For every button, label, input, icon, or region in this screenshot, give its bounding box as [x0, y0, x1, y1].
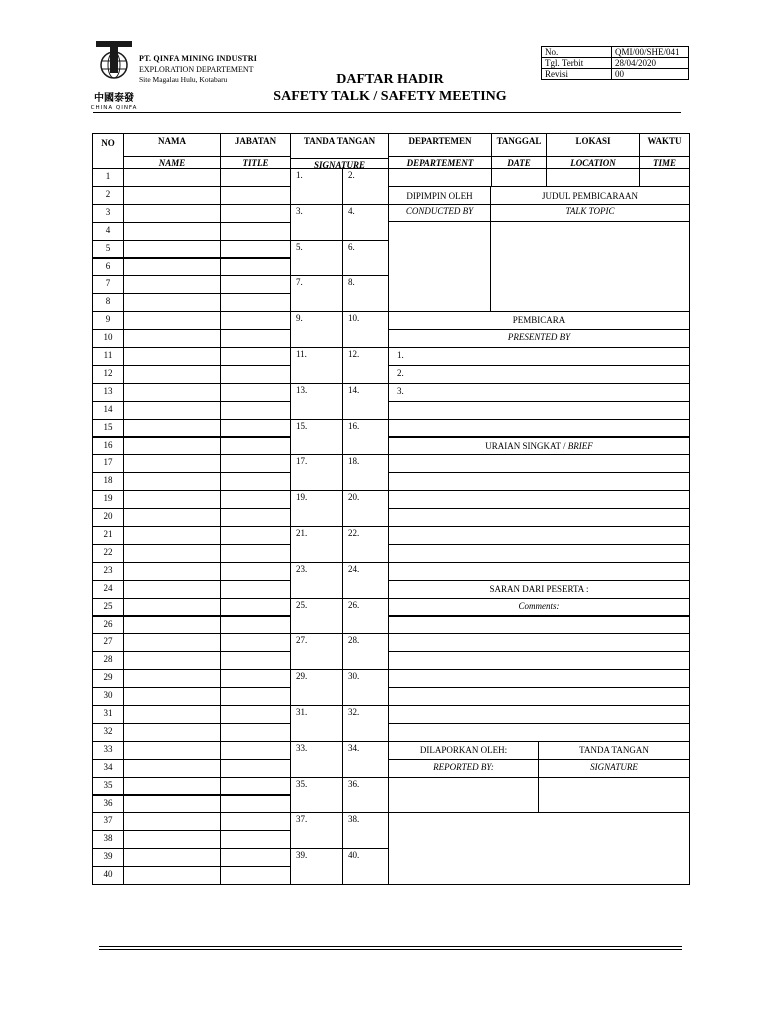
attendance-form: [92, 133, 689, 885]
signature-field[interactable]: 22.: [342, 526, 389, 563]
name-field[interactable]: [123, 204, 221, 223]
row-number: 12: [92, 365, 124, 384]
name-field[interactable]: [123, 848, 221, 867]
title-field[interactable]: [220, 616, 291, 635]
title-field[interactable]: [220, 812, 291, 831]
signature-field[interactable]: 27.: [290, 633, 343, 670]
doc-info-row: [542, 47, 689, 58]
title-field[interactable]: [220, 490, 291, 509]
logo-english-text: CHINA QINFA: [90, 105, 138, 111]
closing-blank-field[interactable]: [388, 812, 690, 885]
signature-field[interactable]: 33.: [290, 741, 343, 778]
document-info-table: [541, 46, 689, 80]
presenter-3-field[interactable]: 3.: [388, 383, 690, 402]
row-number: 26: [92, 616, 124, 635]
row-number: 16: [92, 437, 124, 456]
title-field[interactable]: [220, 562, 291, 581]
signature-field[interactable]: 34.: [342, 741, 389, 778]
title-field[interactable]: [220, 186, 291, 205]
comments-label-en: Comments:: [388, 598, 690, 617]
row-number: 6: [92, 258, 124, 277]
signature-field[interactable]: 29.: [290, 669, 343, 706]
row-number: 8: [92, 293, 124, 312]
title-field[interactable]: [220, 759, 291, 778]
brief-label: [388, 437, 690, 456]
name-field[interactable]: [123, 401, 221, 420]
title-field[interactable]: [220, 741, 291, 760]
row-number: 7: [92, 275, 124, 294]
row-number: 24: [92, 580, 124, 599]
brief-line[interactable]: [388, 544, 690, 563]
row-number: 9: [92, 311, 124, 330]
title-field[interactable]: [220, 329, 291, 348]
header-date-en: DATE: [491, 156, 547, 169]
name-field[interactable]: [123, 186, 221, 205]
title-field[interactable]: [220, 419, 291, 438]
name-field[interactable]: [123, 866, 221, 885]
signature-field[interactable]: 20.: [342, 490, 389, 527]
row-number: 11: [92, 347, 124, 366]
row-number: 31: [92, 705, 124, 724]
title-field[interactable]: [220, 580, 291, 599]
signature-field[interactable]: 30.: [342, 669, 389, 706]
header-location-en: LOCATION: [546, 156, 640, 169]
presented-by-label-en: PRESENTED BY: [388, 329, 690, 348]
title-field[interactable]: [220, 687, 291, 706]
row-number: 25: [92, 598, 124, 617]
signature-field[interactable]: 16.: [342, 419, 389, 456]
row-number: 23: [92, 562, 124, 581]
location-field[interactable]: [546, 168, 640, 187]
name-field[interactable]: [123, 311, 221, 330]
doc-info-row: [542, 58, 689, 69]
company-logo: [90, 39, 138, 111]
header-department: DEPARTEMEN: [388, 133, 492, 157]
department-field[interactable]: [388, 168, 492, 187]
name-field[interactable]: [123, 830, 221, 849]
title-field[interactable]: [220, 204, 291, 223]
name-field[interactable]: [123, 616, 221, 635]
signature-field[interactable]: 6.: [342, 240, 389, 277]
name-field[interactable]: [123, 777, 221, 796]
doc-info-label: Revisi: [542, 69, 612, 80]
doc-info-label: Tgl. Terbit: [542, 58, 612, 69]
row-number: 34: [92, 759, 124, 778]
row-number: 1: [92, 168, 124, 187]
comments-label: SARAN DARI PESERTA :: [388, 580, 690, 599]
name-field[interactable]: [123, 293, 221, 312]
signature-field[interactable]: 12.: [342, 347, 389, 384]
title-field[interactable]: [220, 222, 291, 241]
brief-line[interactable]: [388, 490, 690, 509]
title-field[interactable]: [220, 275, 291, 294]
name-field[interactable]: [123, 508, 221, 527]
title-field[interactable]: [220, 240, 291, 259]
name-field[interactable]: [123, 258, 221, 277]
conducted-by-label-en: CONDUCTED BY: [388, 204, 491, 222]
name-field[interactable]: [123, 544, 221, 563]
name-field[interactable]: [123, 168, 221, 187]
title-field[interactable]: [220, 293, 291, 312]
row-number: 17: [92, 454, 124, 473]
footer-divider: [99, 949, 682, 950]
row-number: 32: [92, 723, 124, 742]
doc-info-row: [542, 69, 689, 80]
name-field[interactable]: [123, 419, 221, 438]
title-field[interactable]: [220, 633, 291, 652]
signature-field[interactable]: 5.: [290, 240, 343, 277]
doc-info-label: No.: [542, 47, 612, 58]
header-name: NAMA: [123, 133, 221, 157]
name-field[interactable]: [123, 329, 221, 348]
signature-field[interactable]: 7.: [290, 275, 343, 312]
name-field[interactable]: [123, 383, 221, 402]
signature-field[interactable]: 40.: [342, 848, 389, 885]
header-location: LOKASI: [546, 133, 640, 157]
name-field[interactable]: [123, 240, 221, 259]
signature-field[interactable]: 25.: [290, 598, 343, 635]
header-date: TANGGAL: [491, 133, 547, 157]
row-number: 21: [92, 526, 124, 545]
name-field[interactable]: [123, 562, 221, 581]
reported-by-label: DILAPORKAN OLEH:: [388, 741, 539, 760]
row-number: 38: [92, 830, 124, 849]
header-signature: TANDA TANGAN: [290, 133, 389, 159]
signature-field[interactable]: 36.: [342, 777, 389, 814]
row-number: 39: [92, 848, 124, 867]
name-field[interactable]: [123, 741, 221, 760]
comment-line[interactable]: [388, 723, 690, 742]
title-field[interactable]: [220, 777, 291, 796]
signature-field[interactable]: 4.: [342, 204, 389, 241]
header-department-en: DEPARTEMENT: [388, 156, 492, 169]
presenter-extra-field[interactable]: [388, 401, 690, 420]
row-number: 2: [92, 186, 124, 205]
brief-spacer: [388, 419, 690, 438]
row-number: 5: [92, 240, 124, 259]
brief-line[interactable]: [388, 472, 690, 491]
comment-line[interactable]: [388, 633, 690, 652]
row-number: 14: [92, 401, 124, 420]
signature-field[interactable]: 17.: [290, 454, 343, 491]
signature-field[interactable]: 2.: [342, 168, 389, 205]
title-field[interactable]: [220, 437, 291, 456]
talk-topic-label: JUDUL PEMBICARAAN: [490, 186, 690, 205]
title-field[interactable]: [220, 383, 291, 402]
name-field[interactable]: [123, 705, 221, 724]
name-field[interactable]: [123, 812, 221, 831]
title-field[interactable]: [220, 472, 291, 491]
name-field[interactable]: [123, 759, 221, 778]
signature-field[interactable]: 31.: [290, 705, 343, 742]
name-field[interactable]: [123, 580, 221, 599]
title-field[interactable]: [220, 848, 291, 867]
title-field[interactable]: [220, 311, 291, 330]
presented-by-label: PEMBICARA: [388, 311, 690, 330]
document-subtitle: SAFETY TALK / SAFETY MEETING: [273, 89, 507, 104]
row-number: 40: [92, 866, 124, 885]
row-number: 3: [92, 204, 124, 223]
title-field[interactable]: [220, 598, 291, 617]
row-number: 22: [92, 544, 124, 563]
signature-field[interactable]: 10.: [342, 311, 389, 348]
row-number: 33: [92, 741, 124, 760]
header-divider: [93, 112, 681, 113]
reporter-signature-field[interactable]: [538, 777, 690, 814]
header-time: WAKTU: [639, 133, 690, 157]
signature-field[interactable]: 35.: [290, 777, 343, 814]
row-number: 19: [92, 490, 124, 509]
title-field[interactable]: [220, 454, 291, 473]
reporter-signature-label-en: SIGNATURE: [538, 759, 690, 778]
signature-field[interactable]: 19.: [290, 490, 343, 527]
title-field[interactable]: [220, 526, 291, 545]
title-field[interactable]: [220, 347, 291, 366]
title-field[interactable]: [220, 723, 291, 742]
name-field[interactable]: [123, 598, 221, 617]
comment-line[interactable]: [388, 687, 690, 706]
row-number: 18: [92, 472, 124, 491]
row-number: 35: [92, 777, 124, 796]
row-number: 37: [92, 812, 124, 831]
signature-field[interactable]: 38.: [342, 812, 389, 849]
signature-field[interactable]: 15.: [290, 419, 343, 456]
signature-field[interactable]: 11.: [290, 347, 343, 384]
name-field[interactable]: [123, 490, 221, 509]
header-signature-en: SIGNATURE: [290, 158, 389, 169]
brief-line[interactable]: [388, 454, 690, 473]
comment-line[interactable]: [388, 669, 690, 688]
brief-line[interactable]: [388, 508, 690, 527]
comments-spacer: [388, 562, 690, 581]
signature-field[interactable]: 24.: [342, 562, 389, 599]
title-field[interactable]: [220, 508, 291, 527]
name-field[interactable]: [123, 275, 221, 294]
row-number: 28: [92, 651, 124, 670]
title-field[interactable]: [220, 795, 291, 814]
conducted-by-field[interactable]: [388, 221, 491, 313]
row-number: 30: [92, 687, 124, 706]
name-field[interactable]: [123, 723, 221, 742]
name-field[interactable]: [123, 669, 221, 688]
title-field[interactable]: [220, 866, 291, 885]
signature-field[interactable]: 13.: [290, 383, 343, 420]
title-field[interactable]: [220, 258, 291, 277]
row-number: 36: [92, 795, 124, 814]
header-name-en: NAME: [123, 156, 221, 169]
title-field[interactable]: [220, 401, 291, 420]
name-field[interactable]: [123, 472, 221, 491]
name-field[interactable]: [123, 633, 221, 652]
brief-label-id: URAIAN SINGKAT /: [485, 440, 568, 451]
company-site: Site Magalau Hulu, Kotabaru: [139, 75, 228, 84]
signature-field[interactable]: 14.: [342, 383, 389, 420]
presenter-1-field[interactable]: 1.: [388, 347, 690, 366]
name-field[interactable]: [123, 526, 221, 545]
title-field[interactable]: [220, 365, 291, 384]
signature-field[interactable]: 26.: [342, 598, 389, 635]
reported-by-field[interactable]: [388, 777, 539, 814]
doc-info-value: 00: [612, 69, 689, 80]
row-number: 29: [92, 669, 124, 688]
document-title: DAFTAR HADIR: [336, 72, 444, 87]
signature-field[interactable]: 21.: [290, 526, 343, 563]
row-number: 27: [92, 633, 124, 652]
header-title: JABATAN: [220, 133, 291, 157]
header-title-en: TITLE: [220, 156, 291, 169]
name-field[interactable]: [123, 795, 221, 814]
row-number: 15: [92, 419, 124, 438]
comment-line[interactable]: [388, 651, 690, 670]
row-number: 13: [92, 383, 124, 402]
header-no: NO: [92, 133, 124, 169]
name-field[interactable]: [123, 437, 221, 456]
header-time-en: TIME: [639, 156, 690, 169]
talk-topic-field[interactable]: [490, 221, 690, 313]
signature-field[interactable]: 1.: [290, 168, 343, 205]
title-field[interactable]: [220, 705, 291, 724]
name-field[interactable]: [123, 222, 221, 241]
signature-field[interactable]: 18.: [342, 454, 389, 491]
talk-topic-label-en: TALK TOPIC: [490, 204, 690, 222]
row-number: 20: [92, 508, 124, 527]
title-field[interactable]: [220, 669, 291, 688]
title-field[interactable]: [220, 830, 291, 849]
signature-field[interactable]: 32.: [342, 705, 389, 742]
signature-field[interactable]: 28.: [342, 633, 389, 670]
company-department: EXPLORATION DEPARTEMENT: [139, 65, 254, 74]
doc-info-value: 28/04/2020: [612, 58, 689, 69]
brief-line[interactable]: [388, 526, 690, 545]
signature-field[interactable]: 3.: [290, 204, 343, 241]
name-field[interactable]: [123, 365, 221, 384]
reporter-signature-label: TANDA TANGAN: [538, 741, 690, 760]
signature-field[interactable]: 39.: [290, 848, 343, 885]
comment-line[interactable]: [388, 705, 690, 724]
time-field[interactable]: [639, 168, 690, 187]
row-number: 10: [92, 329, 124, 348]
title-field[interactable]: [220, 651, 291, 670]
title-field[interactable]: [220, 544, 291, 563]
row-number: 4: [92, 222, 124, 241]
reported-by-label-en: REPORTED BY:: [388, 759, 539, 778]
conducted-by-label: DIPIMPIN OLEH: [388, 186, 491, 205]
title-field[interactable]: [220, 168, 291, 187]
name-field[interactable]: [123, 687, 221, 706]
presenter-2-field[interactable]: 2.: [388, 365, 690, 384]
company-name: PT. QINFA MINING INDUSTRI: [139, 54, 258, 63]
signature-field[interactable]: 37.: [290, 812, 343, 849]
logo-chinese-text: 中國泰發: [94, 93, 134, 104]
signature-field[interactable]: 9.: [290, 311, 343, 348]
name-field[interactable]: [123, 651, 221, 670]
name-field[interactable]: [123, 347, 221, 366]
footer-divider: [99, 946, 682, 947]
date-field[interactable]: [491, 168, 547, 187]
name-field[interactable]: [123, 454, 221, 473]
brief-label-en: BRIEF: [567, 440, 593, 451]
signature-field[interactable]: 23.: [290, 562, 343, 599]
signature-field[interactable]: 8.: [342, 275, 389, 312]
comment-line[interactable]: [388, 616, 690, 635]
doc-info-value: QMI/00/SHE/041: [612, 47, 689, 58]
